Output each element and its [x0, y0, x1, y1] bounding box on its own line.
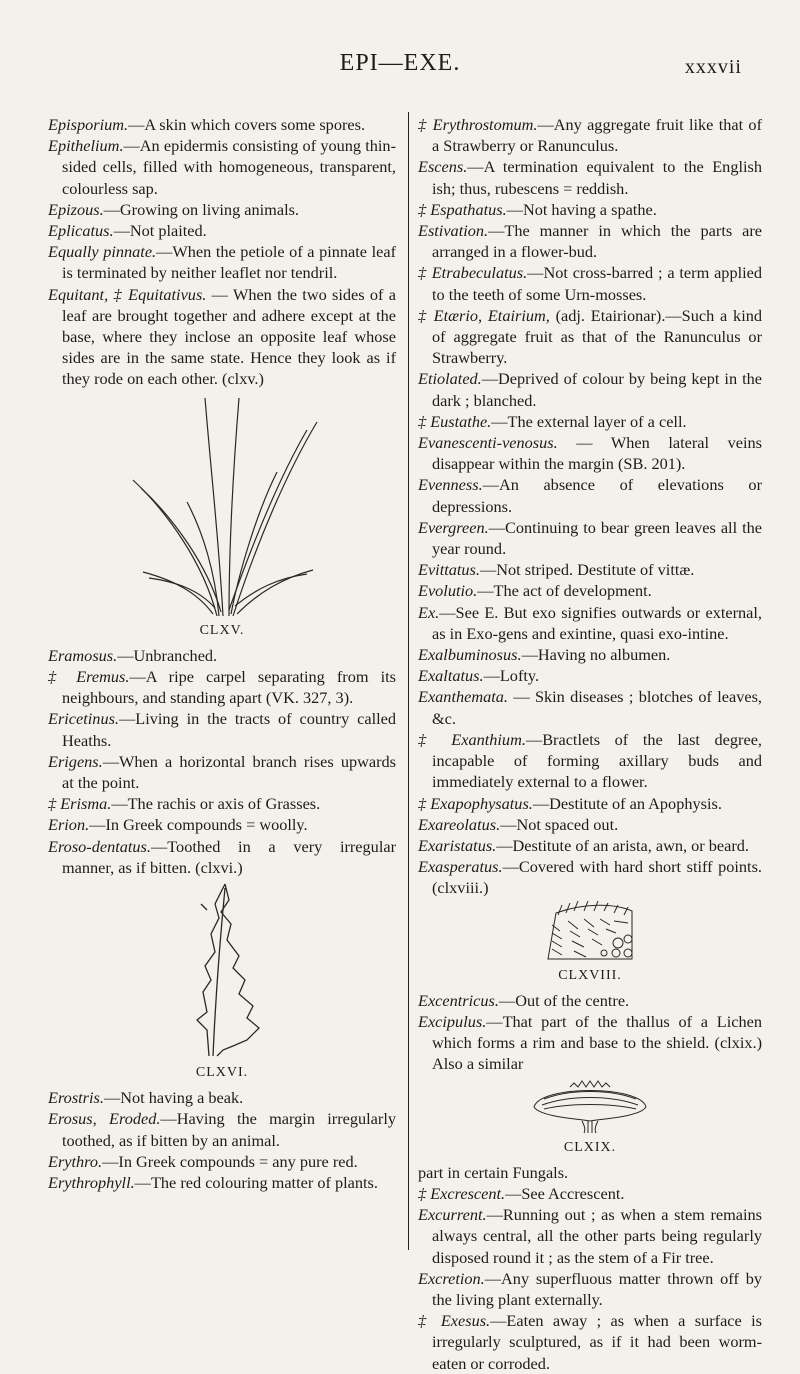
figure-caption: CLXIX. [563, 1139, 617, 1155]
entry-term: ‡ Erisma. [48, 794, 112, 814]
entry-term: Excretion. [418, 1268, 485, 1288]
entry-definition: —The manner in which the parts are arranged in a flower-bud. [432, 221, 762, 262]
entry-term: Escens. [418, 157, 468, 177]
glossary-entry [48, 645, 396, 666]
entry-term: Erythro. [48, 1151, 103, 1171]
entry-definition: —The external layer of a cell. [491, 411, 687, 431]
entry-term: Erostris. [48, 1088, 104, 1108]
glossary-entry [48, 666, 396, 708]
entry-term: Exaristatus. [418, 835, 497, 855]
entry-definition: —Eaten away ; as when a surface is irregularly sculptured, as if it had been worm-eaten or corroded. [432, 1311, 763, 1373]
entry-term: Evenness. [418, 475, 483, 495]
glossary-entry [48, 793, 396, 814]
entry-definition: —Running out ; as when a stem remains always central, all the other parts being regularly disposed round it ; as the stem of a Fir tree. [432, 1205, 762, 1267]
entry-definition: —Growing on living animals. [103, 199, 299, 219]
glossary-entry [418, 411, 762, 432]
exasperate-surface-illustration [544, 901, 636, 963]
glossary-entry [418, 114, 762, 156]
entry-definition: —An absence of elevations or depressions. [432, 475, 762, 516]
entry-definition: —In Greek compounds = woolly. [89, 815, 308, 835]
fig-clxviii [418, 901, 762, 986]
fig-clxv [48, 392, 396, 641]
entry-definition: —Deprived of colour by being kept in the dark ; blanched. [432, 369, 762, 410]
glossary-entry [418, 1011, 762, 1075]
entry-term: ‡ Eremus. [48, 667, 130, 687]
entry-term: Excurrent. [418, 1205, 487, 1225]
entry-term: ‡ Etrabeculatus. [418, 263, 528, 283]
entry-term: Evolutio. [418, 581, 478, 601]
entry-term: Epizous. [48, 199, 104, 219]
entry-term: Estivation. [418, 221, 489, 241]
glossary-entry [48, 1108, 396, 1150]
entry-term: Eramosus. [48, 645, 118, 665]
entry-term: Episporium. [48, 115, 129, 134]
entry-definition: —Destitute of an Apophysis. [532, 793, 722, 813]
entry-definition: —Not having a spathe. [506, 199, 657, 219]
eroso-dentate-leaf-illustration [167, 880, 277, 1060]
entry-term: Erosus, Eroded. [48, 1109, 161, 1129]
glossary-entry [418, 1183, 762, 1204]
entry-term: Etiolated. [418, 369, 482, 389]
entry-term: ‡ Espathatus. [418, 199, 507, 219]
glossary-entry [48, 199, 396, 220]
left-column [48, 114, 396, 1193]
entry-term: Eplicatus. [48, 221, 114, 241]
entry-definition: (adj. Etairionar).—Such a kind of aggregate fruit as that of the Ranunculus or Strawberry. [432, 305, 762, 368]
glossary-entry [418, 368, 762, 410]
glossary-entry [418, 665, 762, 686]
entry-definition: —Not having a beak. [103, 1088, 244, 1108]
glossary-entry [418, 1310, 762, 1374]
entry-term: Exaltatus. [418, 666, 484, 686]
page-header-title: EPI—EXE. [339, 50, 461, 76]
glossary-entry [48, 1087, 396, 1108]
entry-term: Equitant, ‡ Equitativus. [48, 284, 207, 304]
entry-term: Exasperatus. [418, 857, 503, 877]
entry-definition: —Unbranched. [117, 645, 218, 665]
entry-definition: —When the petiole of a pinnate leaf is terminated by neither leaflet nor tendril. [62, 242, 396, 283]
glossary-entry [48, 814, 396, 835]
entry-term: Evanescenti-venosus. [418, 433, 558, 453]
entry-definition: —A skin which covers some spores. [128, 115, 366, 134]
entry-term: ‡ Exanthium. [418, 729, 526, 749]
entry-definition: —When a horizontal branch rises upwards at the point. [62, 751, 396, 793]
glossary-entry [418, 856, 762, 898]
entry-term: Ericetinus. [48, 709, 119, 729]
entry-term: Exareolatus. [418, 814, 501, 834]
glossary-entry [418, 474, 762, 516]
entry-term: ‡ Eustathe. [418, 411, 492, 431]
entry-definition: — When the two sides of a leaf are brought together and adhere except at the base, where they inclose an opposite leaf whose sides are in the same state. Hence they look as if they rode on each other. (clxv.) [62, 284, 396, 389]
glossary-entry [418, 559, 762, 580]
glossary-entry [48, 241, 396, 283]
entry-definition: —A termination equivalent to the English ish; thus, rubescens = reddish. [432, 157, 762, 198]
entry-term: ‡ Excrescent. [418, 1183, 506, 1203]
right-column [418, 114, 762, 1374]
glossary-entry [418, 432, 762, 474]
entry-term: ‡ Exesus. [418, 1311, 491, 1331]
glossary-entry [418, 814, 762, 835]
entry-definition: —Out of the centre. [498, 990, 630, 1010]
entry-definition: —Living in the tracts of country called Heaths. [62, 709, 396, 750]
glossary-entry [418, 835, 762, 856]
glossary-entry [418, 644, 762, 665]
entry-term: Evergreen. [418, 517, 489, 537]
lichen-excipulus-illustration [530, 1077, 650, 1135]
glossary-entry [418, 1162, 762, 1183]
entry-term: Ex. [418, 602, 440, 622]
entry-definition: —In Greek compounds = any pure red. [102, 1151, 358, 1171]
entry-definition: —Lofty. [483, 666, 540, 686]
entry-term: Eroso-dentatus. [48, 836, 151, 856]
glossary-entry [48, 1151, 396, 1172]
fig-clxix [418, 1077, 762, 1158]
entry-definition: — When lateral veins disappear within the margin (SB. 201). [432, 433, 762, 474]
glossary-entry [418, 686, 762, 728]
entry-definition: —See Accrescent. [505, 1183, 625, 1203]
entry-term: Exalbuminosus. [418, 645, 522, 665]
entry-definition: —Destitute of an arista, awn, or beard. [496, 835, 749, 855]
glossary-entry [418, 262, 762, 304]
glossary-entry [48, 114, 396, 135]
entry-definition: —Covered with hard short stiff points. (clxviii.) [432, 857, 762, 898]
glossary-entry [418, 305, 762, 369]
entry-definition: —Continuing to bear green leaves all the year round. [432, 517, 762, 559]
figure-caption: CLXVIII. [558, 967, 622, 983]
entry-definition: —An epidermis consisting of young thin-sided cells, filled with homogeneous, transparent, colourless sap. [62, 136, 396, 198]
entry-definition: —That part of the thallus of a Lichen which forms a rim and base to the shield. (clxix.) Also a similar [432, 1011, 762, 1074]
entry-term: Erigens. [48, 751, 103, 771]
entry-term: Excentricus. [418, 990, 499, 1010]
glossary-entry [418, 199, 762, 220]
glossary-entry [418, 156, 762, 198]
glossary-entry [418, 580, 762, 601]
figure-caption: CLXV. [199, 622, 245, 638]
glossary-entry [48, 751, 396, 793]
entry-definition: part in certain Fungals. [418, 1162, 569, 1182]
entry-definition: —Not cross-barred ; a term applied to the teeth of some Urn-mosses. [432, 263, 762, 304]
entry-term: Evittatus. [418, 560, 480, 580]
glossary-entry [48, 708, 396, 750]
glossary-entry [418, 990, 762, 1011]
glossary-entry [418, 793, 762, 814]
entry-definition: —Having no albumen. [521, 645, 671, 665]
entry-definition: —The red colouring matter of plants. [134, 1173, 378, 1193]
entry-definition: —The rachis or axis of Grasses. [111, 794, 321, 814]
glossary-entry [48, 135, 396, 199]
entry-definition: —Not spaced out. [500, 814, 619, 834]
entry-definition: —Not striped. Destitute of vittæ. [479, 560, 695, 580]
fig-clxvi [48, 880, 396, 1083]
glossary-entry [48, 284, 396, 390]
entry-definition: —Not plaited. [113, 221, 207, 241]
glossary-entry [418, 602, 762, 644]
entry-definition: —The act of development. [477, 581, 652, 601]
entry-term: Erion. [48, 815, 90, 835]
glossary-entry [418, 1268, 762, 1310]
entry-definition: —Toothed in a very irregular manner, as if bitten. (clxvi.) [62, 836, 396, 877]
entry-term: Equally pinnate. [48, 242, 157, 262]
glossary-entry [418, 517, 762, 559]
entry-term: Epithelium. [48, 136, 124, 156]
glossary-entry [48, 836, 396, 878]
page-number: xxxvii [684, 56, 742, 78]
entry-term: ‡ Exapophysatus. [418, 793, 533, 813]
entry-term: Erythrophyll. [48, 1173, 135, 1193]
glossary-entry [48, 220, 396, 241]
entry-definition: —Any superfluous matter thrown off by the living plant externally. [432, 1268, 762, 1309]
entry-term: Excipulus. [418, 1011, 487, 1031]
entry-definition: —Bractlets of the last degree, incapable of forming axillary buds and immediately external to a flower. [432, 729, 762, 792]
entry-definition: — Skin diseases ; blotches of leaves, &c. [432, 687, 762, 728]
entry-term: Exanthemata. [418, 687, 508, 707]
entry-term: ‡ Erythrostomum. [418, 115, 538, 134]
glossary-entry [418, 1204, 762, 1268]
glossary-entry [418, 729, 762, 793]
glossary-entry [48, 1172, 396, 1193]
equitant-leaves-illustration [107, 392, 337, 618]
entry-definition: —Having the margin irregularly toothed, as if bitten by an animal. [62, 1109, 396, 1150]
column-divider [408, 112, 409, 1250]
glossary-entry [418, 220, 762, 262]
entry-definition: —Any aggregate fruit like that of a Strawberry or Ranunculus. [432, 115, 762, 156]
entry-definition: —A ripe carpel separating from its neighbours, and standing apart (VK. 327, 3). [62, 667, 396, 708]
entry-term: ‡ Etærio, Etairium, [418, 305, 550, 325]
entry-definition: —See E. But exo signifies outwards or external, as in Exo-gens and exintine, quasi exo-intine. [432, 602, 762, 643]
figure-caption: CLXVI. [195, 1065, 249, 1081]
